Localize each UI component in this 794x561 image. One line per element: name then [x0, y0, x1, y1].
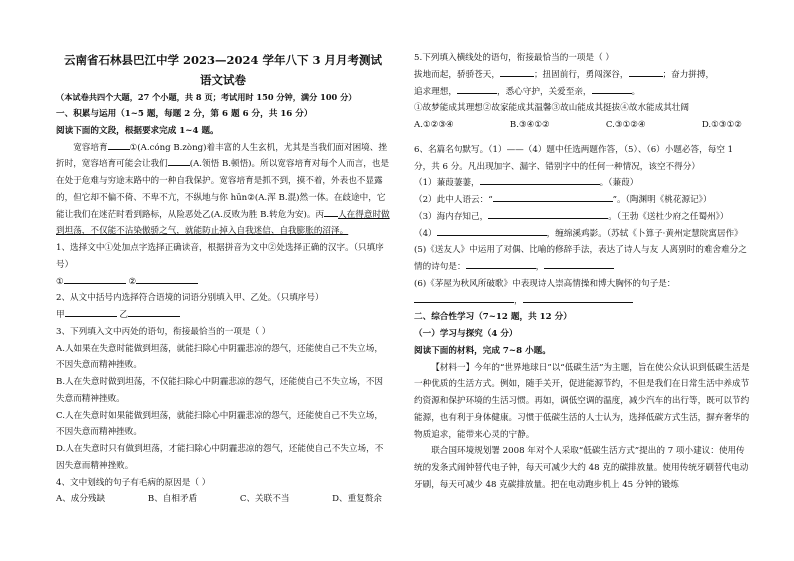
passage-body2: (A.领悟 B.顿悟)。所以宽容培育对每个人而言，也是在处于危难与穷途末路中的一种自我保护。宽容培育是抓不到，摸不着，外表也不显露的，但它却不偏不倚、不卑不亢，不纵地与你 hūn②(A.浑 B.混)然一体。在歧途中，它能让我们在迷茫时看到路标，从险恶处乙(A.反败为胜 B.转危为安)。 [56, 159, 390, 220]
question-6: 6、名篇名句默写。（1）——（4）题中任选两题作答，（5）、（6）小题必答，每空 1 分，共 6 分。凡出现加字、漏字、错别字中的任何一种情况，该空不得分） [414, 144, 734, 172]
question-3: 3、下列填入文中丙处的语句，衔接最恰当的一项是（ ） [56, 326, 271, 337]
sub-heading: （一）学习与探究（4 分） [414, 329, 518, 339]
question-6-4: （4） ，缠绵溪鸡影。（苏轼《卜算子·黄州定慧院寓居作》 [414, 226, 750, 243]
question-5-choices: ①故梦能成其理想②故家能成其温馨③故山能成其挺拔④故水能成其壮阔 [414, 103, 690, 114]
question-3-option-b: B.人在失意时做到坦荡，不仅能扫除心中阴霾悲凉的怨气，还能使自己不失立场，不因失意而精神挫败。 [56, 377, 384, 404]
exam-note: （本试卷共四个大题，27 个小题，共 8 页；考试用时 150 分钟，满分 100 分） [56, 92, 357, 103]
question-6-6: (6)《茅屋为秋风所破歌》中表现诗人崇高情操和博大胸怀的句子是：， [414, 278, 676, 306]
question-1: 1、选择文中①处加点字选择正确读音，根据拼音为文中②处选择正确的汉字。（只填序号） [56, 243, 384, 270]
question-4: 4、文中划线的句子有毛病的原因是（ ） [56, 477, 211, 488]
passage-mark1: ① [129, 142, 138, 153]
left-column [56, 50, 390, 508]
material-1: 【材料一】今年的“世界地球日”以“低碳生活”为主题，旨在使公众认识到低碳生活是一种优质的生活方式。例如，随手关开，促进能源节约，不但是我们在日常生活中养成节约资源和保护环境的生活习惯。再如，调低空调的温度，减少汽车的出行等，既可以节约能源，也有利于身体健康。习惯于低碳生活的人士认为，选择低碳方式生活，摒弃奢华的物质追求，能带来心灵的宁静。 [414, 362, 750, 440]
passage-start: 宽容培育 [73, 142, 108, 153]
question-5: 5.下列填入横线处的语句，衔接最恰当的一项是（ ） [414, 53, 614, 63]
question-3-option-a: A.人如果在失意时能做到坦荡，就能扫除心中阴霾悲凉的怨气，还能使自己不失立场，不因失意而精神挫败。 [56, 343, 383, 371]
question-5-option: C.③①②④ [605, 120, 646, 130]
question-5-option: B.③④①② [509, 120, 550, 130]
question-5-line2: 追求理想， ，悉心守护，关爱至亲， 。 [414, 84, 750, 101]
question-3-option-c: C.人在失意时如果能做到坦荡，就能扫除心中阴霾悲凉的怨气，还能使自己不失立场，不因失意而精神挫败。 [56, 410, 383, 438]
reading-intro: 阅读下面的文段，根据要求完成 1~4 题。 [56, 125, 219, 136]
passage [56, 140, 390, 241]
exam-title: 云南省石林县巴江中学 2023—2024 学年八下 3 月月考测试 [63, 53, 383, 67]
question-5-option: D.①③①② [701, 120, 742, 130]
question-6-5: (5)《送友人》中运用了对偶、比喻的修辞手法，表达了诗人与友 人离别时的难舍难分之情的诗句是： ， [414, 245, 747, 272]
passage-body1: (A.cóng B.zòng)着丰富的人生玄机，尤其是当我们面对困境、挫折时，宽容培育可能会让我们 [56, 142, 387, 170]
question-6-2: （2）此中人语云：“ ”。（陶渊明《桃花源记》） [414, 192, 750, 209]
passage-bing-label: 丙 [315, 209, 325, 220]
part2-heading: 二、综合性学习（7~12 题，共 12 分） [414, 312, 572, 323]
material-2: 联合国环境规划署 2008 年对个人采取“低碳生活方式”提出的 7 项小建议：使用传统的发条式闹钟替代电子钟，每天可减少大约 48 克的碳排放量。使用传统牙刷替代电动牙刷，每天可减少 48 克碳排放量。把在电动跑步机上 45 分钟的锻炼 [414, 446, 749, 490]
part1-heading: 一、积累与运用（1~5 题，每题 2 分，第 6 题 6 分，共 16 分） [56, 109, 313, 120]
passage-underlined: 人在得意时做到坦荡，不仅能不沾染傲骄之气，就能防止掉入自我迷信、自我膨胀的沼泽。 [56, 209, 390, 237]
question-2-answers: 甲 乙 [56, 307, 390, 324]
exam-subject: 语文试卷 [200, 73, 246, 88]
question-2: 2、从文中括号内选择符合语境的词语分别填入甲、乙处。（只填序号） [56, 293, 324, 304]
question-3-option-d: D.人在失意时只有做到坦荡，才能扫除心中阴霾悲凉的怨气，还能使自己不失立场，不因失意而精神挫败。 [56, 444, 384, 471]
reading-intro-2: 阅读下面的材料，完成 7~8 小题。 [414, 345, 551, 356]
question-5-line1: 拔地而起，骄骄苍天， ；扭固前行，勇闯深谷， ；奋力拼搏， [414, 67, 750, 84]
right-column [414, 50, 750, 494]
question-1-answers: ① ② [56, 274, 390, 291]
question-5-option: A.①②③④ [414, 120, 454, 130]
question-6-3: （3）海内存知己， 。（王勃《送杜少府之任蜀州》） [414, 209, 750, 226]
question-5-options [414, 117, 750, 134]
question-6-1: （1）蒹葭萋萋， 。（蒹葭） [414, 175, 750, 192]
question-4-options: A、成分残缺 B、自相矛盾 C、关联不当 D、重复赘余 [56, 494, 382, 505]
